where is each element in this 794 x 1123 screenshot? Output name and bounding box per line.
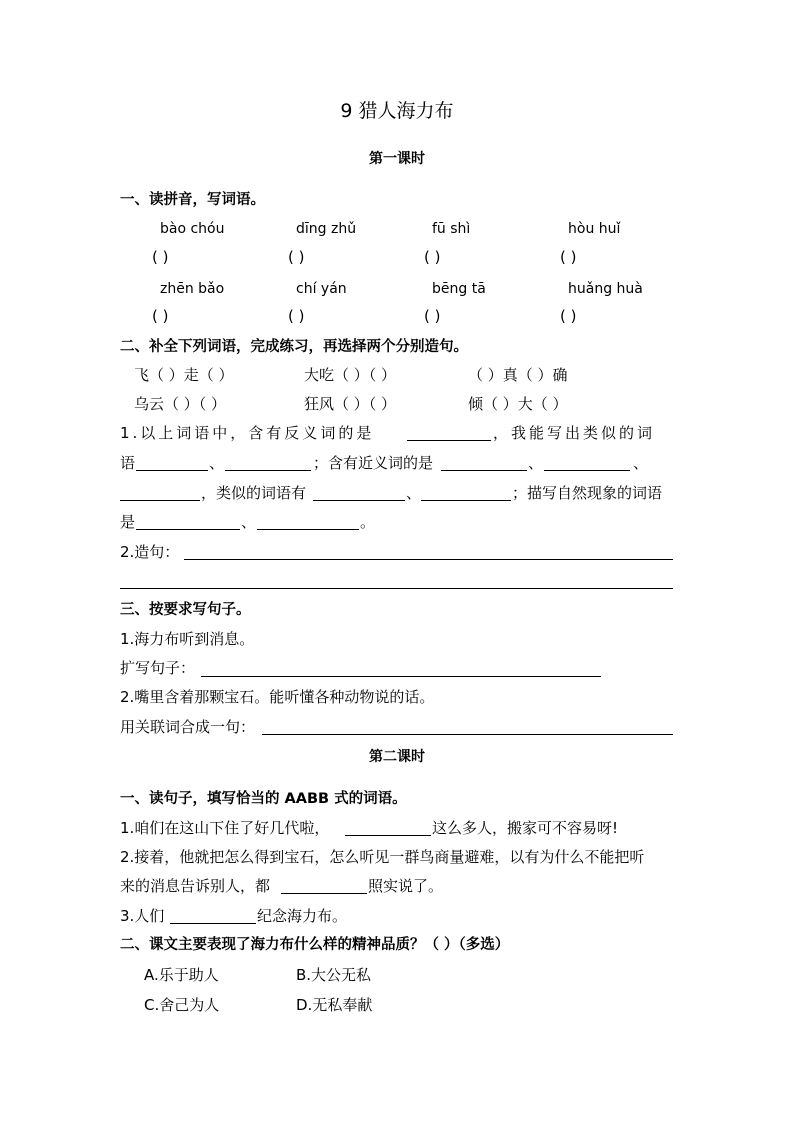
idiom-fill[interactable]: 飞（ ）走（ ） (134, 366, 234, 384)
answer-blank[interactable] (544, 470, 630, 471)
pinyin-item: fū shì (432, 221, 471, 237)
l2-q1-text: 1.咱们在这山下住了好几代啦， (120, 819, 330, 837)
q2-text: 、 (241, 513, 257, 531)
answer-blank[interactable] (407, 440, 491, 441)
answer-blank[interactable] (281, 893, 367, 894)
pinyin-item: chí yán (296, 281, 347, 297)
answer-paren[interactable]: ( ) (288, 307, 305, 325)
idiom-fill[interactable]: 乌云（ ）（ ） (134, 395, 227, 413)
q2-text: 语 (120, 454, 136, 472)
q2-text: 、 (209, 454, 225, 472)
answer-blank[interactable] (120, 500, 200, 501)
answer-blank[interactable] (170, 923, 256, 924)
idiom-fill[interactable]: 倾（ ）大（ ） (468, 395, 568, 413)
answer-blank[interactable] (225, 470, 311, 471)
pinyin-item: huǎng huà (568, 281, 643, 297)
page-title: 9 猎人海力布 (340, 100, 454, 122)
option-d[interactable]: D.无私奉献 (296, 996, 373, 1014)
idiom-fill[interactable]: （ ）真（ ）确 (468, 366, 568, 384)
answer-paren[interactable]: ( ) (560, 307, 577, 325)
pinyin-item: bēng tā (432, 281, 486, 297)
q3-sentence: 2.嘴里含着那颗宝石。能听懂各种动物说的话。 (120, 688, 435, 706)
idiom-fill[interactable]: 狂风（ ）（ ） (304, 395, 397, 413)
l2-q2-heading: 二、课文主要表现了海力布什么样的精神品质？（ ）（多选） (120, 937, 510, 953)
l2-q1-text: 2.接着，他就把怎么得到宝石，怎么听见一群鸟商量避难，以有为什么不能把听 (120, 848, 645, 866)
l2-q1-heading: 一、读句子，填写恰当的 AABB 式的词语。 (120, 791, 407, 807)
answer-line[interactable] (184, 559, 673, 560)
answer-blank[interactable] (421, 500, 511, 501)
q2-text: 、 (633, 454, 649, 472)
l2-q1-text: 纪念海力布。 (257, 907, 348, 925)
lesson1-subtitle: 第一课时 (369, 151, 425, 167)
q2-text: ；描写自然现象的词语 (512, 484, 663, 502)
answer-line[interactable] (262, 734, 673, 735)
q2-sentence-label: 2.造句： (120, 543, 180, 561)
l2-q1-text: 3.人们 (120, 907, 165, 925)
answer-blank[interactable] (136, 529, 240, 530)
lesson2-subtitle: 第二课时 (369, 749, 425, 765)
q1-heading: 一、读拼音，写词语。 (120, 192, 265, 208)
idiom-fill[interactable]: 大吃（ ）（ ） (304, 366, 397, 384)
answer-paren[interactable]: ( ) (424, 307, 441, 325)
answer-blank[interactable] (257, 529, 359, 530)
q2-text: ，类似的词语有 (201, 484, 307, 502)
q3-heading: 三、按要求写句子。 (120, 602, 251, 618)
l2-q1-text: 照实说了。 (368, 877, 444, 895)
q2-text: 是 (120, 513, 136, 531)
answer-paren[interactable]: ( ) (560, 248, 577, 266)
pinyin-item: dīng zhǔ (296, 221, 357, 237)
q2-text: 、 (528, 454, 544, 472)
q2-text: 1.以上词语中，含有反义词的是 (120, 424, 375, 442)
pinyin-item: hòu huǐ (568, 221, 621, 237)
pinyin-item: zhēn bǎo (160, 281, 225, 297)
l2-q1-text: 来的消息告诉别人，都 (120, 877, 271, 895)
answer-paren[interactable]: ( ) (152, 248, 169, 266)
q2-text: 。 (360, 513, 376, 531)
q3-label: 用关联词合成一句： (120, 718, 256, 736)
q3-sentence: 1.海力布听到消息。 (120, 630, 255, 648)
q2-heading: 二、补全下列词语，完成练习，再选择两个分别造句。 (120, 339, 468, 355)
answer-blank[interactable] (345, 835, 431, 836)
q2-text: ；含有近义词的是 (313, 454, 434, 472)
option-a[interactable]: A.乐于助人 (144, 966, 219, 984)
answer-blank[interactable] (136, 470, 208, 471)
l2-q1-text: 这么多人，搬家可不容易呀! (432, 819, 619, 837)
q2-text: ，我能写出类似的词 (493, 424, 656, 442)
answer-paren[interactable]: ( ) (288, 248, 305, 266)
option-b[interactable]: B.大公无私 (296, 966, 372, 984)
option-c[interactable]: C.舍己为人 (144, 996, 220, 1014)
answer-line[interactable] (201, 676, 601, 677)
pinyin-item: bào chóu (160, 221, 225, 237)
answer-line[interactable] (120, 588, 673, 589)
answer-paren[interactable]: ( ) (424, 248, 441, 266)
answer-blank[interactable] (313, 500, 405, 501)
answer-paren[interactable]: ( ) (152, 307, 169, 325)
q2-text: 、 (406, 484, 422, 502)
answer-blank[interactable] (441, 470, 527, 471)
q3-label: 扩写句子： (120, 659, 196, 677)
